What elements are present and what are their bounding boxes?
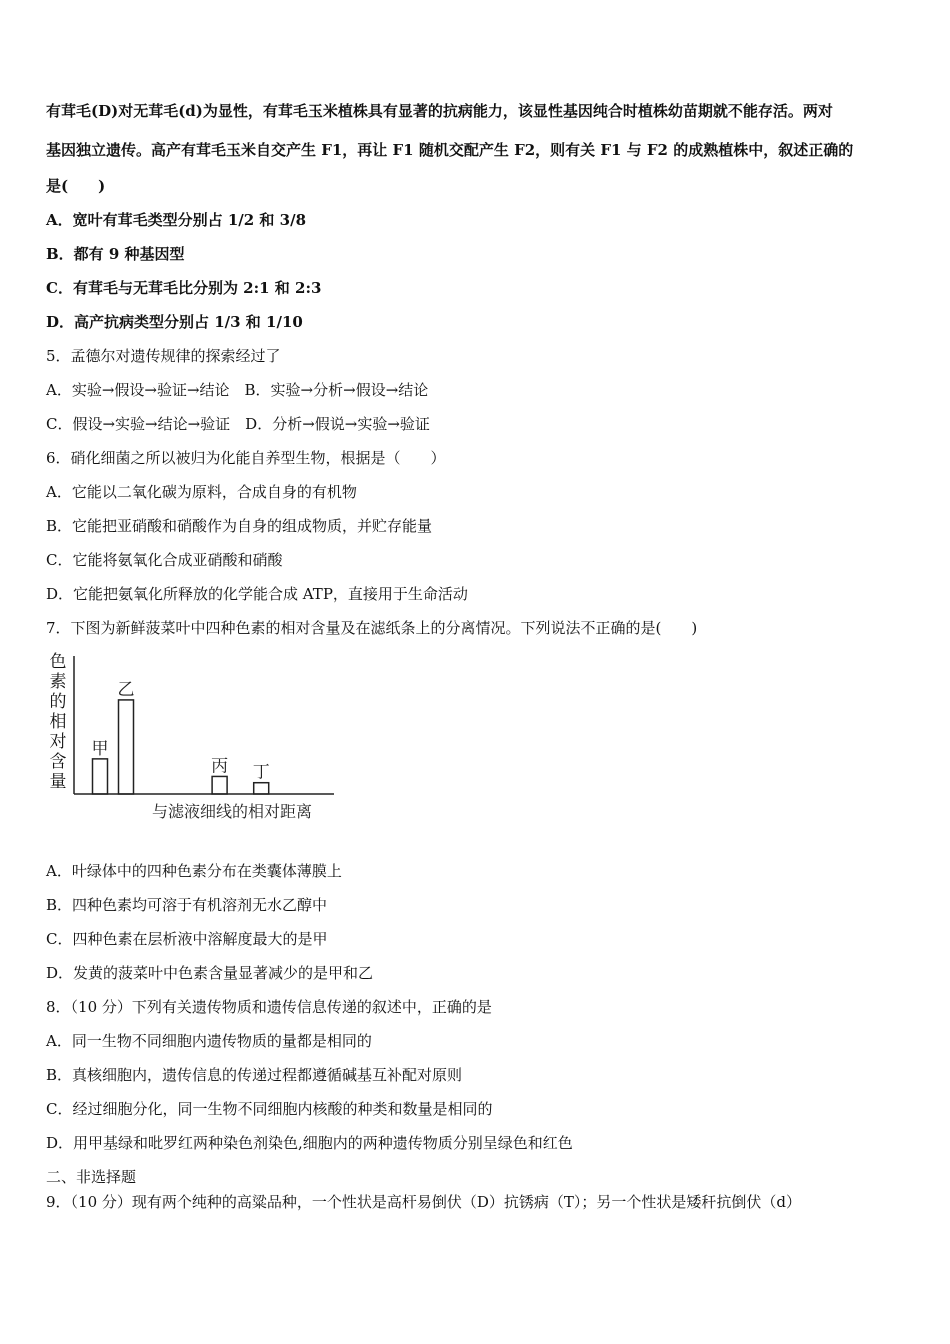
q8-option-a: A．同一生物不同细胞内遗传物质的量都是相同的 — [46, 1032, 372, 1050]
q7-option-c: C．四种色素在层析液中溶解度最大的是甲 — [46, 930, 328, 948]
q8-option-c: C．经过细胞分化，同一生物不同细胞内核酸的种类和数量是相同的 — [46, 1100, 493, 1118]
q7-option-d: D．发黄的菠菜叶中色素含量显著减少的是甲和乙 — [46, 964, 374, 982]
q4-option-d: D．高产抗病类型分别占 1/3 和 1/10 — [46, 313, 303, 331]
q7-option-b: B．四种色素均可溶于有机溶剂无水乙醇中 — [46, 896, 328, 914]
q6-option-d: D．它能把氨氧化所释放的化学能合成 ATP，直接用于生命活动 — [46, 585, 468, 603]
q5-stem: 5．孟德尔对遗传规律的探索经过了 — [46, 347, 281, 365]
q6-option-b: B．它能把亚硝酸和硝酸作为自身的组成物质，并贮存能量 — [46, 517, 433, 535]
q6-option-a: A．它能以二氧化碳为原料，合成自身的有机物 — [46, 483, 357, 501]
q4-option-b: B．都有 9 种基因型 — [46, 245, 185, 263]
section-heading: 二、非选择题 — [46, 1168, 137, 1186]
q4-option-c: C．有茸毛与无茸毛比分别为 2:1 和 2:3 — [46, 279, 322, 297]
pigment-bar-chart — [44, 650, 344, 830]
bar-4 — [254, 783, 269, 794]
q7-stem: 7．下图为新鲜菠菜叶中四种色素的相对含量及在滤纸条上的分离情况。下列说法不正确的是( ) — [46, 619, 698, 637]
bar-label-2: 乙 — [117, 679, 135, 700]
q4-stem-line-3: 是( ) — [46, 177, 106, 195]
bar-2 — [119, 700, 134, 794]
bar-3 — [212, 776, 227, 794]
q8-stem: 8．（10 分）下列有关遗传物质和遗传信息传递的叙述中，正确的是 — [46, 998, 492, 1016]
q4-option-a: A．宽叶有茸毛类型分别占 1/2 和 3/8 — [46, 211, 307, 229]
q8-option-d: D．用甲基绿和吡罗红两种染色剂染色,细胞内的两种遗传物质分别呈绿色和红色 — [46, 1134, 573, 1152]
q9-stem: 9．（10 分）现有两个纯种的高粱品种，一个性状是高杆易倒伏（D）抗锈病（T）；另一个性状是矮秆抗倒伏（d） — [46, 1193, 802, 1211]
bar-1 — [93, 759, 108, 794]
q5-options-ab: A．实验→假设→验证→结论 B．实验→分析→假设→结论 — [46, 381, 429, 399]
q5-options-cd: C．假设→实验→结论→验证 D．分析→假说→实验→验证 — [46, 415, 430, 433]
q4-stem-line-2: 基因独立遗传。高产有茸毛玉米自交产生 F1，再让 F1 随机交配产生 F2，则有关 F1 与 F2 的成熟植株中，叙述正确的 — [46, 141, 854, 159]
chart-x-axis-label: 与滤液细线的相对距离 — [151, 802, 313, 821]
q6-option-c: C．它能将氨氧化合成亚硝酸和硝酸 — [46, 551, 283, 569]
q4-stem-line-1: 有茸毛(D)对无茸毛(d)为显性，有茸毛玉米植株具有显著的抗病能力，该显性基因纯合时植株幼苗期就不能存活。两对 — [46, 102, 833, 120]
q7-option-a: A．叶绿体中的四种色素分布在类囊体薄膜上 — [46, 862, 342, 880]
pigment-chart-svg — [44, 650, 344, 830]
q6-stem: 6．硝化细菌之所以被归为化能自养型生物，根据是（ ） — [46, 449, 446, 467]
chart-y-axis-label: 色素的相对含量 — [49, 652, 67, 792]
q8-option-b: B．真核细胞内，遗传信息的传递过程都遵循碱基互补配对原则 — [46, 1066, 463, 1084]
bar-label-3: 丙 — [211, 756, 229, 777]
bar-label-1: 甲 — [91, 738, 109, 759]
bar-label-4: 丁 — [252, 762, 270, 783]
